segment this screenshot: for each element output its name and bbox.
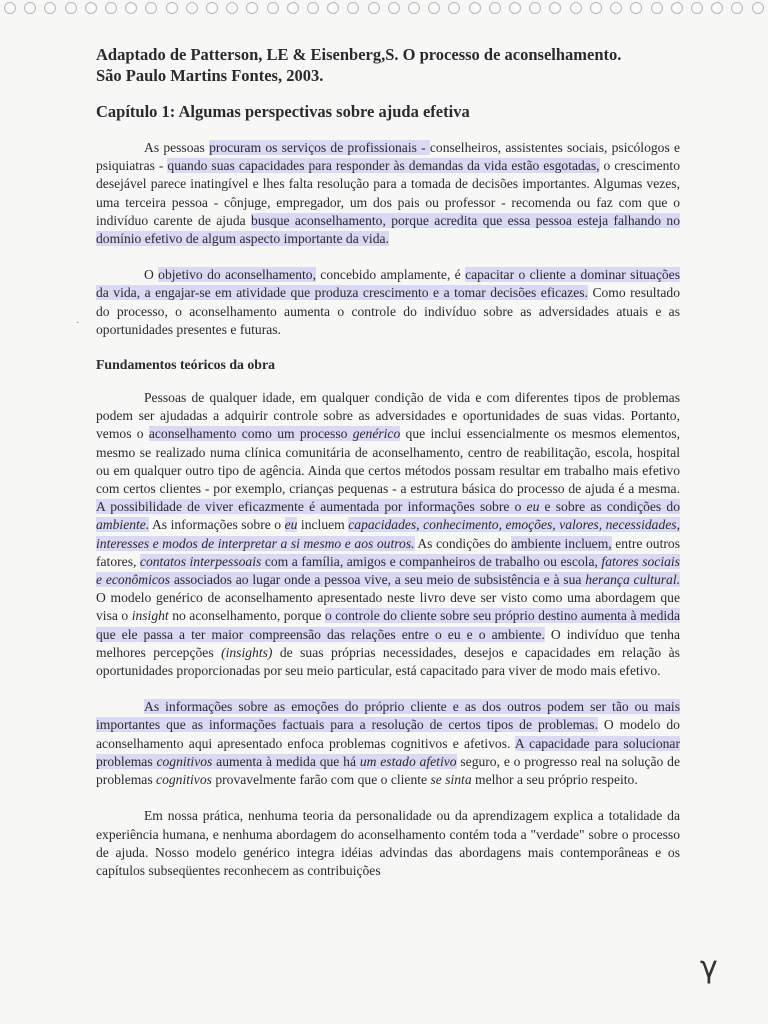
text-run: seguro, e o progresso real na solução de problemas bbox=[96, 753, 680, 788]
highlighted-text: associados ao lugar onde a pessoa vive, a seu meio de subsistência e à sua bbox=[170, 572, 586, 588]
binding-hole bbox=[246, 2, 258, 14]
binding-hole bbox=[85, 2, 97, 14]
text-run: melhor a seu próprio respeito. bbox=[471, 772, 638, 788]
binding-hole bbox=[590, 2, 602, 14]
binding-hole bbox=[630, 2, 642, 14]
highlighted-italic-text: ambiente. bbox=[96, 517, 150, 533]
highlighted-italic-text: cognitivos bbox=[156, 753, 213, 769]
binding-hole bbox=[368, 2, 380, 14]
highlighted-text: e sobre as condições do bbox=[539, 499, 680, 515]
highlighted-italic-text: genérico bbox=[352, 426, 401, 442]
highlighted-italic-text: herança cultural. bbox=[585, 572, 681, 588]
text-run: Como resultado do processo, o aconselhamento aumenta o controle do indivíduo sobre as adversidades atuais e as oportunidades presentes e futuras. bbox=[96, 285, 680, 337]
binding-hole bbox=[691, 2, 703, 14]
highlighted-italic-text: contatos interpessoais bbox=[139, 553, 262, 569]
binding-hole bbox=[489, 2, 501, 14]
text-run: incluem bbox=[297, 517, 349, 533]
text-run: Pessoas de qualquer idade, em qualquer condição de vida e com diferentes tipos de problemas podem ser ajudadas a adquirir controle sobre as adversidades e oportunidades de suas vidas. Portanto, vemos o bbox=[96, 390, 680, 442]
text-run: de suas próprias necessidades, desejos e capacidades em relação às oportunidades proporcionadas por seu meio particular, está capacitado para viver de modo mais efetivo. bbox=[96, 644, 680, 679]
binding-hole bbox=[166, 2, 178, 14]
section-heading: Fundamentos teóricos da obra bbox=[96, 357, 275, 373]
italic-text: se sinta bbox=[430, 772, 472, 788]
highlighted-italic-text: capacidades, conhecimento, emoções, valores, necessidades, interesses e modos de interpretar a si mesmo e aos outros. bbox=[96, 517, 680, 551]
italic-text: cognitivos bbox=[156, 772, 212, 788]
highlighted-italic-text: um estado afetivo bbox=[359, 753, 457, 769]
highlighted-text: A possibilidade de viver eficazmente é aumentada por informações sobre o bbox=[96, 499, 527, 515]
text-run: O indivíduo que tenha melhores percepções bbox=[96, 626, 680, 660]
chapter-title: Capítulo 1: Algumas perspectivas sobre ajuda efetiva bbox=[96, 102, 470, 121]
highlighted-italic-text: eu bbox=[284, 517, 298, 533]
highlighted-text: aumenta à medida que há bbox=[212, 753, 360, 769]
reference-line-1: Adaptado de Patterson, LE & Eisenberg,S. O processo de aconselhamento. bbox=[96, 45, 622, 64]
highlighted-text: objetivo do aconselhamento, bbox=[158, 267, 316, 283]
text-run: As pessoas bbox=[144, 140, 210, 155]
document-page bbox=[96, 44, 680, 880]
paragraph-3 bbox=[96, 389, 680, 680]
highlighted-text: com a família, amigos e companheiros de trabalho ou escola, bbox=[261, 553, 602, 569]
text-run: o crescimento desejável parece inatingível e lhes falta resolução para a tomada de decisões importantes. Algumas vezes, uma terceira pessoa - cônjuge, empregador, um dos pais ou professor - recomenda ou faz com que o indivíduo carente de ajuda bbox=[96, 158, 680, 228]
binding-hole bbox=[125, 2, 137, 14]
binding-hole bbox=[570, 2, 582, 14]
binding-hole bbox=[731, 2, 743, 14]
text-run: As informações sobre o bbox=[149, 517, 285, 533]
binding-hole bbox=[65, 2, 77, 14]
italic-text: insight bbox=[131, 608, 169, 624]
highlighted-italic-text: fatores sociais e econômicos bbox=[96, 553, 680, 588]
text-run: provavelmente farão com que o cliente bbox=[211, 772, 431, 788]
highlighted-text: busque aconselhamento, porque acredita que essa pessoa esteja falhando no domínio efetivo de algum aspecto importante da vida. bbox=[96, 212, 680, 247]
text-run: O modelo do aconselhamento aqui apresentado enfoca problemas cognitivos e afetivos. bbox=[96, 717, 680, 751]
text-run: concebido amplamente, é bbox=[315, 267, 466, 283]
text-run: no aconselhamento, porque bbox=[168, 608, 325, 624]
binding-hole bbox=[752, 2, 764, 14]
paragraph-5: Em nossa prática, nenhuma teoria da personalidade ou da aprendizagem explica a totalidade da experiência humana, e nenhuma abordagem do aconselhamento contém toda a "verdade" sobre o processo de ajuda. Nosso modelo genérico integra idéias advindas das abordagens mais contemporâneas e os capítulos subseqüentes reconhecem as contribuições bbox=[96, 808, 680, 878]
highlighted-text: quando suas capacidades para responder às demandas da vida estão esgotadas, bbox=[167, 158, 600, 174]
text-run: que inclui essencialmente os mesmos elementos, mesmo se realizado numa clínica comunitária de aconselhamento, centro de reabilitação, escola, hospital ou em qualquer outro tipo de agência. Ainda que certos métodos possam resultar em trabalho mais efetivo com certos clientes - por exemplo, crianças pequenas - a estrutura básica do processo de ajuda é a mesma. bbox=[96, 426, 680, 497]
binding-hole bbox=[671, 2, 683, 14]
highlighted-text: o controle do cliente sobre seu próprio destino aumenta à medida que ele passa a ter maior compreensão das relações entre o eu e o ambiente. bbox=[96, 608, 680, 642]
highlighted-text: As informações sobre as emoções do próprio cliente e as dos outros podem ser tão ou mais importantes que as informações factuais para a resolução de certos tipos de problemas. bbox=[96, 699, 680, 733]
binding-hole bbox=[145, 2, 157, 14]
text-run: As condições do bbox=[414, 535, 512, 551]
binding-hole bbox=[408, 2, 420, 14]
binding-hole bbox=[4, 2, 16, 14]
highlighted-text: A capacidade para solucionar problemas bbox=[96, 735, 680, 769]
highlighted-text: capacitar o cliente a dominar situações da vida, a engajar-se em atividade que produza crescimento e a tomar decisões eficazes. bbox=[96, 267, 680, 301]
binding-hole bbox=[307, 2, 319, 14]
binding-hole bbox=[226, 2, 238, 14]
binding-hole bbox=[287, 2, 299, 14]
binding-hole bbox=[651, 2, 663, 14]
binding-hole bbox=[24, 2, 36, 14]
binding-hole bbox=[610, 2, 622, 14]
text-run: conselheiros, assistentes sociais, psicólogos e psiquiatras - bbox=[96, 140, 680, 174]
reference-line-2: São Paulo Martins Fontes, 2003. bbox=[96, 66, 324, 85]
highlighted-italic-text: eu bbox=[526, 499, 540, 515]
paragraph-2 bbox=[96, 266, 680, 339]
binding-hole bbox=[267, 2, 279, 14]
binding-hole bbox=[186, 2, 198, 14]
binding-hole bbox=[206, 2, 218, 14]
paragraph-1 bbox=[96, 139, 680, 248]
binding-hole bbox=[44, 2, 56, 14]
binding-hole bbox=[388, 2, 400, 14]
binding-hole bbox=[469, 2, 481, 14]
binding-hole bbox=[509, 2, 521, 14]
binding-hole bbox=[448, 2, 460, 14]
binding-hole bbox=[347, 2, 359, 14]
italic-text: (insights) bbox=[221, 644, 273, 660]
binding-hole bbox=[711, 2, 723, 14]
text-run: O bbox=[144, 267, 159, 283]
highlighted-text: procuram os serviços de profissionais - bbox=[209, 140, 430, 155]
margin-dot: · bbox=[76, 318, 80, 329]
highlighted-text: aconselhamento como um processo bbox=[148, 426, 353, 442]
binding-hole bbox=[529, 2, 541, 14]
text-run: entre outros fatores, bbox=[96, 535, 680, 569]
binding-hole bbox=[428, 2, 440, 14]
binding-hole bbox=[549, 2, 561, 14]
highlighted-text: ambiente incluem, bbox=[511, 535, 612, 551]
binding-hole bbox=[105, 2, 117, 14]
spiral-binding-holes bbox=[0, 2, 768, 18]
text-run: O modelo genérico de aconselhamento apresentado neste livro deve ser visto como uma abordagem que visa o bbox=[96, 590, 680, 624]
handwritten-margin-mark: γ bbox=[700, 950, 718, 985]
bibliographic-reference bbox=[96, 44, 680, 86]
binding-hole bbox=[327, 2, 339, 14]
paragraph-4 bbox=[96, 698, 680, 789]
